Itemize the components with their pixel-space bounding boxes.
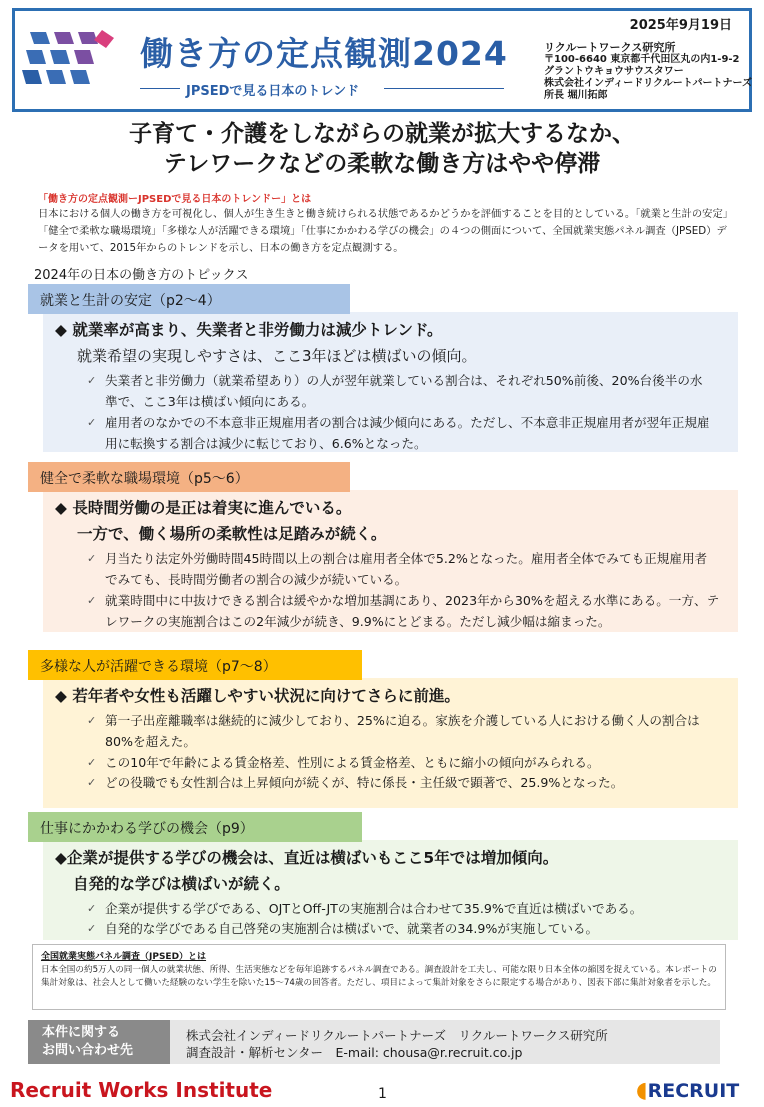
section-bullet: 企業が提供する学びである、OJTとOff-JTの実施割合は合わせて35.9%で直近は横ばいである。	[105, 901, 643, 916]
section-bullet: 雇用者のなかでの不本意非正規雇用者の割合は減少傾向にある。ただし、不本意非正規雇用者が翌年正規雇用に転換する割合は減少に転じており、6.6%となった。	[105, 415, 710, 451]
main-text: 就業率が高まり、失業者と非労働力は減少トレンド。	[72, 321, 443, 339]
section-panel-3	[43, 678, 738, 808]
headline	[0, 119, 764, 179]
jpsed-note	[32, 944, 726, 1010]
intro-body: 日本における個人の働き方を可視化し、個人が生き生きと働き続けられる状態であるかどうかを評価することを目的としている。「就業と生計の安定」「健全で柔軟な職場環境」「多様な人が活躍できる環境」「仕事にかかわる学びの機会」の４つの側面について、全国就業実態パネル調査（JPSED）データを用いて、2015年からのトレンドを示し、日本の働き方を定点観測する。	[38, 208, 728, 254]
recruit-works-logo: Recruit Works Institute	[10, 1078, 273, 1102]
check-icon: ✓	[87, 714, 97, 727]
section-heading-3: 多様な人が活躍できる環境（p7～8）	[28, 650, 362, 680]
check-icon: ✓	[87, 902, 97, 915]
org-line: 株式会社インディードリクルートパートナーズ	[544, 78, 752, 89]
intro-title: 「働き方の定点観測ーJPSEDで見る日本のトレンドー」とは	[38, 194, 312, 205]
section-main-point: ◆ 若年者や女性も活躍しやすい状況に向けてさらに前進。	[55, 687, 460, 705]
page-number: 1	[378, 1086, 387, 1102]
recruit-arc-icon: ◖	[636, 1078, 648, 1103]
check-icon: ✓	[87, 756, 97, 769]
contact-email[interactable]: 調査設計・解析センター E-mail: chousa@r.recruit.co.jp	[186, 1045, 523, 1060]
check-icon: ✓	[87, 776, 97, 789]
report-title: 働き方の定点観測2024	[140, 34, 508, 73]
check-icon: ✓	[87, 922, 97, 935]
topics-label: 2024年の日本の働き方のトピックス	[34, 268, 249, 283]
org-line: 所長 堀川拓郎	[544, 90, 608, 101]
note-body: 日本全国の約5万人の同一個人の就業状態、所得、生活実態などを毎年追跡するパネル調査である。調査設計を工夫し、可能な限り日本全体の縮図を捉えている。本レポートの集計対象は、社会人として働いた経験のない学生を除いた15～74歳の回答者。ただし、項目によって集計対象をさらに限定する場合があり、図表下部に集計対象者を示した。	[41, 965, 717, 988]
section-bullet: どの役職でも女性割合は上昇傾向が続くが、特に係長・主任級で顕著で、25.9%となった。	[105, 775, 624, 790]
report-date: 2025年9月19日	[629, 18, 732, 33]
recruit-logo-text: RECRUIT	[647, 1080, 740, 1102]
main-text: 長時間労働の是正は着実に進んでいる。	[72, 499, 352, 517]
contact-label	[28, 1020, 170, 1064]
contact-label-line1: 本件に関する	[42, 1025, 121, 1040]
contact-details	[186, 1027, 608, 1061]
recruit-logo	[636, 1078, 739, 1103]
section-bullet: 月当たり法定外労働時間45時間以上の割合は雇用者全体で5.2%となった。雇用者全体でみても正規雇用者でみても、長時間労働者の割合の減少が続いている。	[105, 551, 708, 587]
section-panel-2	[43, 490, 738, 632]
main-text: 企業が提供する学びの機会は、直近は横ばいもここ5年では増加傾向。	[66, 849, 559, 867]
check-icon: ✓	[87, 552, 97, 565]
subtitle-rule-right	[384, 88, 504, 89]
check-icon: ✓	[87, 416, 97, 429]
section-bullet: 就業時間中に中抜けできる割合は緩やかな増加基調にあり、2023年から30%を超える水準にある。一方、テレワークの実施割合はこの2年減少が続き、9.9%にとどまる。ただし減少幅は縮まった。	[105, 593, 720, 629]
section-sub-point: 一方で、働く場所の柔軟性は足踏みが続く。	[77, 525, 387, 543]
section-main-point: ◆企業が提供する学びの機会は、直近は横ばいもここ5年では増加傾向。	[55, 849, 559, 867]
organization-info	[544, 42, 752, 102]
logo-icon	[20, 30, 128, 96]
headline-line2: テレワークなどの柔軟な働き方はやや停滞	[163, 151, 601, 177]
main-text: 若年者や女性も活躍しやすい状況に向けてさらに前進。	[72, 687, 460, 705]
section-panel-4	[43, 840, 738, 940]
section-bullet: 失業者と非労働力（就業希望あり）の人が翌年就業している割合は、それぞれ50%前後、20%台後半の水準で、ここ3年は横ばい傾向にある。	[105, 373, 703, 409]
section-main-point: ◆ 長時間労働の是正は着実に進んでいる。	[55, 499, 352, 517]
report-subtitle: JPSEDで見る日本のトレンド	[186, 84, 360, 99]
section-heading-4: 仕事にかかわる学びの機会（p9）	[28, 812, 362, 842]
org-line: グラントウキョウサウスタワー	[544, 66, 684, 77]
headline-line1: 子育て・介護をしながらの就業が拡大するなか、	[129, 121, 635, 147]
section-heading-1: 就業と生計の安定（p2～4）	[28, 284, 350, 314]
subtitle-rule-left	[140, 88, 180, 89]
note-title: 全国就業実態パネル調査（JPSED）とは	[41, 952, 207, 962]
section-bullet: 第一子出産離職率は継続的に減少しており、25%に迫る。家族を介護している人における働く人の割合は80%を超えた。	[105, 713, 700, 749]
section-main-point: ◆ 就業率が高まり、失業者と非労働力は減少トレンド。	[55, 321, 443, 339]
check-icon: ✓	[87, 594, 97, 607]
section-heading-2: 健全で柔軟な職場環境（p5～6）	[28, 462, 350, 492]
section-sub-point: 自発的な学びは横ばいが続く。	[73, 875, 290, 893]
contact-label-line2: お問い合わせ先	[42, 1043, 134, 1058]
section-panel-1	[43, 312, 738, 452]
org-line: 〒100-6640 東京都千代田区丸の内1-9-2	[544, 54, 740, 65]
section-bullet: 自発的な学びである自己啓発の実施割合は横ばいで、就業者の34.9%が実施している。	[105, 921, 599, 936]
section-bullet: この10年で年齢による賃金格差、性別による賃金格差、ともに縮小の傾向がみられる。	[105, 755, 600, 770]
contact-line1: 株式会社インディードリクルートパートナーズ リクルートワークス研究所	[186, 1028, 608, 1043]
org-line: リクルートワークス研究所	[544, 41, 676, 54]
section-sub-point: 就業希望の実現しやすさは、ここ3年ほどは横ばいの傾向。	[77, 347, 477, 365]
check-icon: ✓	[87, 374, 97, 387]
